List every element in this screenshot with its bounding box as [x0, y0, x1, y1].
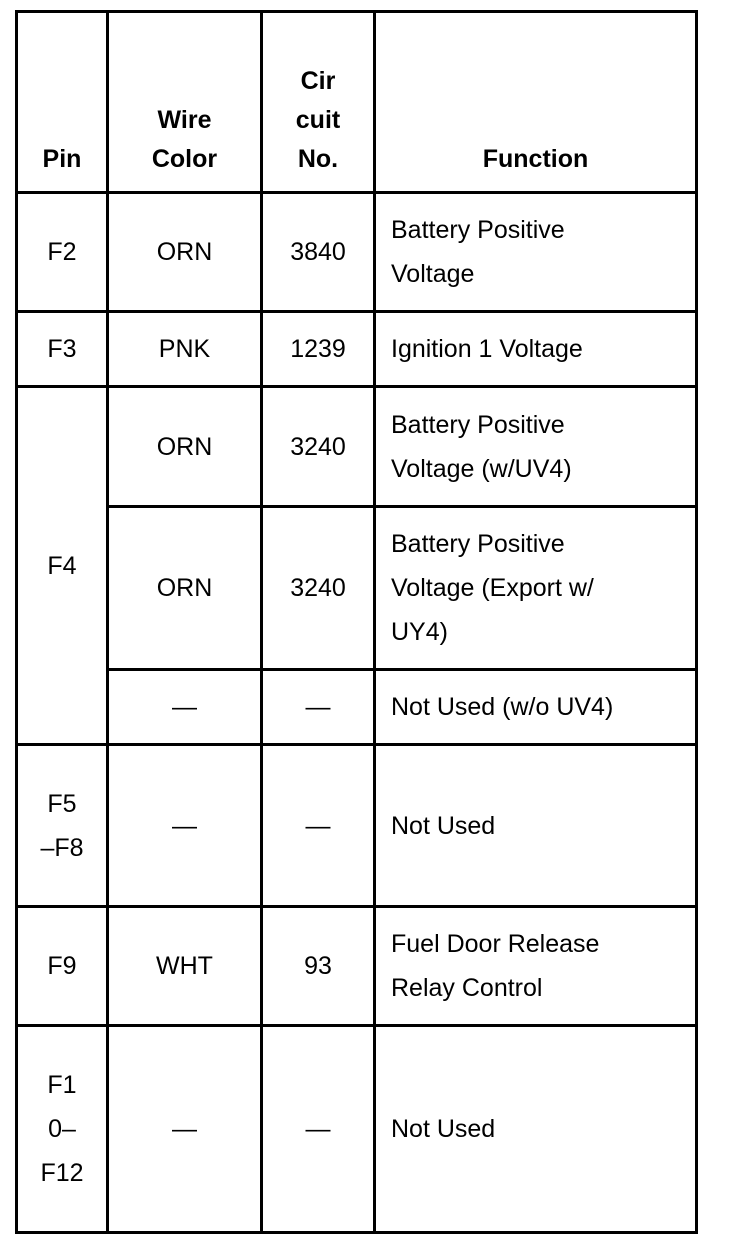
header-circuit-no-line: cuit [295, 106, 341, 134]
pin-cell [15, 1027, 109, 1234]
function-cell [376, 671, 698, 746]
function-cell [376, 194, 698, 313]
header-wire-color-line: Color [151, 145, 218, 173]
pin-label: F2 [47, 238, 77, 266]
function-line: Not Used [391, 811, 496, 840]
pin-cell [15, 313, 109, 388]
circuit-cell [263, 746, 376, 908]
header-circuit-no [263, 10, 376, 194]
pin-label: F9 [47, 952, 77, 980]
circuit-value: 3240 [290, 574, 346, 602]
wire-color-cell [109, 671, 263, 746]
wire-color-cell [109, 1027, 263, 1234]
function-line: Battery Positive [391, 410, 565, 439]
circuit-cell [263, 671, 376, 746]
wire-color-value: ORN [156, 432, 213, 461]
function-cell [376, 388, 698, 508]
circuit-value: — [305, 693, 331, 721]
wire-color-value: ORN [156, 574, 213, 602]
function-cell [376, 313, 698, 388]
pin-cell [15, 388, 109, 746]
function-line: Fuel Door Release [391, 930, 600, 958]
function-cell [376, 508, 698, 671]
header-pin-line: Pin [42, 145, 82, 173]
pin-cell [15, 746, 109, 908]
function-cell [376, 746, 698, 908]
function-line: Voltage (Export w/ [391, 574, 594, 602]
function-line: Not Used (w/o UV4) [391, 693, 614, 721]
pin-label: F12 [40, 1159, 84, 1187]
function-line: Battery Positive [391, 216, 565, 244]
header-function [376, 10, 698, 194]
function-line: Ignition 1 Voltage [391, 335, 583, 363]
pin-label: –F8 [40, 833, 84, 862]
wire-color-cell [109, 313, 263, 388]
header-circuit-no-line: Cir [300, 67, 336, 95]
pin-label: F5 [47, 789, 77, 818]
wire-color-value: ORN [156, 238, 213, 266]
circuit-value: — [305, 811, 331, 840]
circuit-cell [263, 508, 376, 671]
function-line: Voltage (w/UV4) [391, 454, 572, 483]
function-line: Battery Positive [391, 530, 565, 558]
pin-cell [15, 194, 109, 313]
header-pin [15, 10, 109, 194]
wire-color-cell [109, 908, 263, 1027]
header-wire-color [109, 10, 263, 194]
function-line: UY4) [391, 618, 448, 646]
wire-color-value: — [172, 811, 197, 840]
circuit-cell [263, 388, 376, 508]
header-circuit-no-line: No. [297, 145, 339, 173]
pin-label: 0– [48, 1115, 76, 1143]
function-cell [376, 1027, 698, 1234]
function-line: Relay Control [391, 974, 543, 1002]
header-wire-color-line: Wire [157, 106, 212, 134]
function-cell [376, 908, 698, 1027]
circuit-value: 1239 [290, 335, 346, 363]
pin-label: F3 [47, 335, 77, 363]
function-line: Voltage [391, 260, 475, 288]
connector-pinout-table [15, 10, 698, 1234]
circuit-value: 3840 [290, 238, 346, 266]
circuit-cell [263, 194, 376, 313]
wire-color-value: — [172, 693, 197, 721]
circuit-cell [263, 1027, 376, 1234]
circuit-value: 3240 [290, 432, 346, 461]
circuit-value: — [305, 1115, 331, 1143]
function-line: Not Used [391, 1115, 496, 1143]
wire-color-cell [109, 746, 263, 908]
wire-color-cell [109, 508, 263, 671]
pin-label: F4 [47, 551, 77, 580]
pin-label: F1 [47, 1071, 77, 1099]
wire-color-value: WHT [156, 952, 213, 980]
pin-cell [15, 908, 109, 1027]
header-function-line: Function [482, 145, 589, 173]
wire-color-value: — [172, 1115, 197, 1143]
circuit-cell [263, 313, 376, 388]
wire-color-value: PNK [158, 335, 211, 363]
wire-color-cell [109, 194, 263, 313]
wire-color-cell [109, 388, 263, 508]
circuit-cell [263, 908, 376, 1027]
circuit-value: 93 [304, 952, 332, 980]
